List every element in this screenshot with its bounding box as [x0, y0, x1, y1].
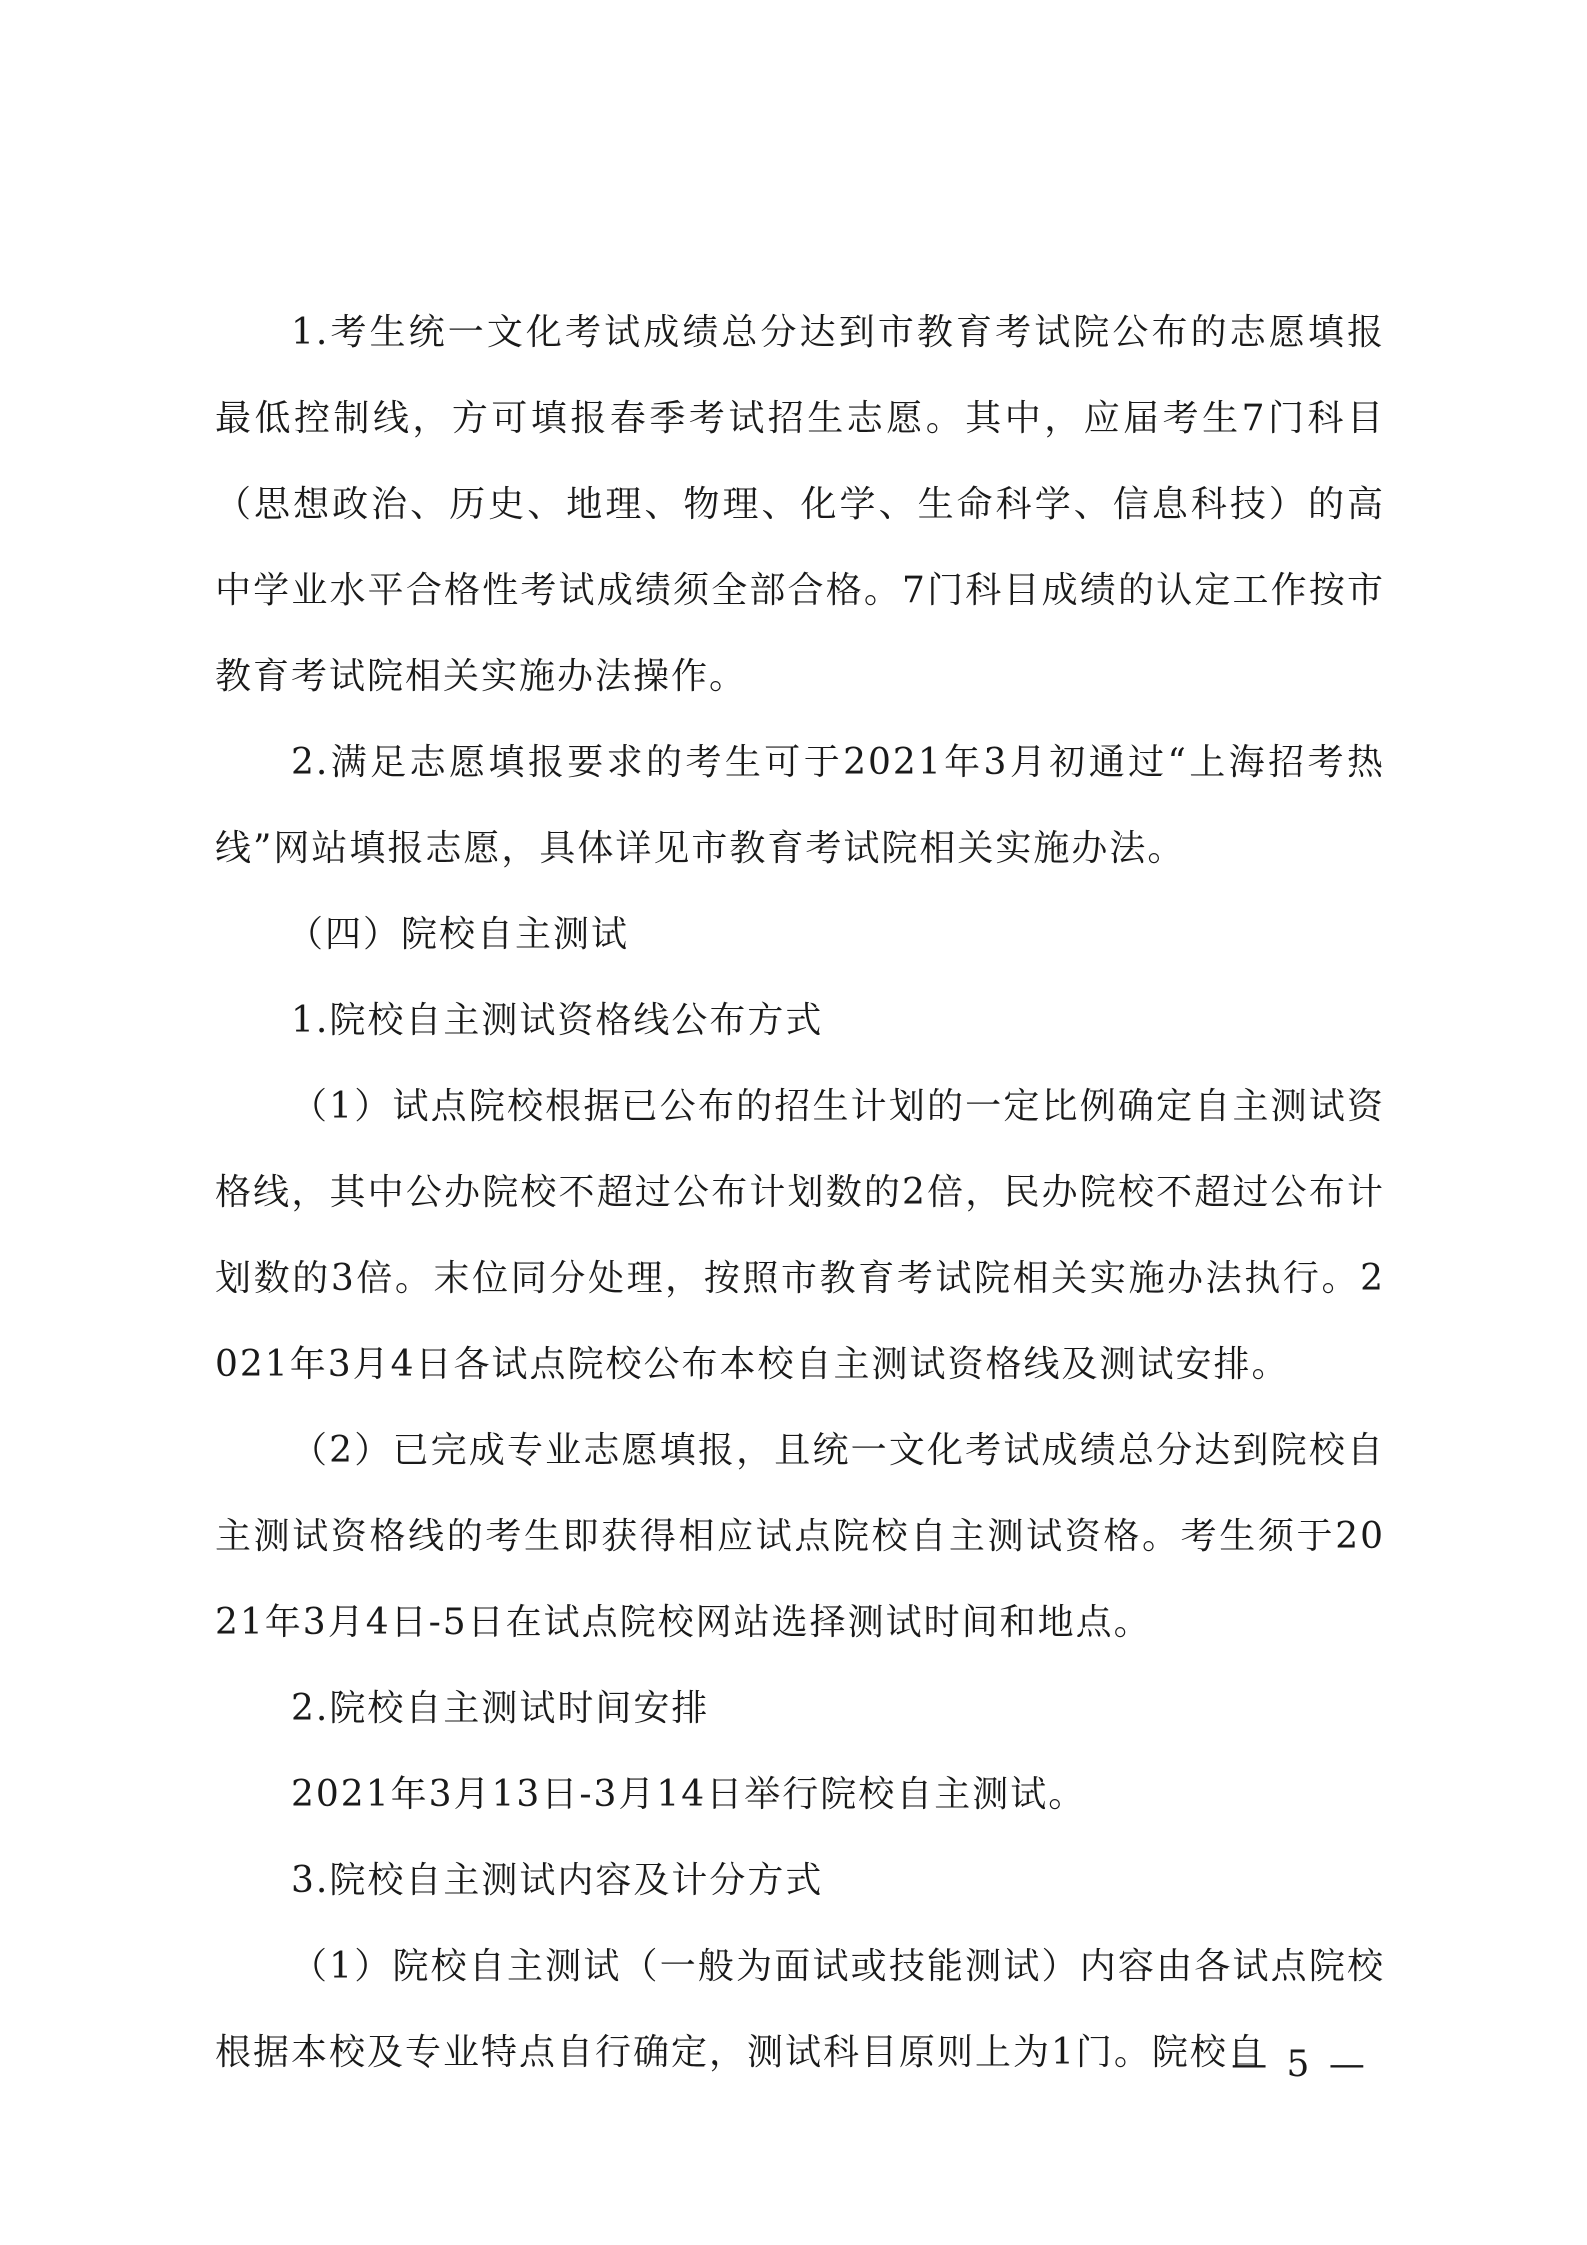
paragraph-qualification-line-rules: （1）试点院校根据已公布的招生计划的一定比例确定自主测试资格线，其中公办院校不超过公布计划数的2倍，民办院校不超过公布计划数的3倍。末位同分处理，按照市教育考试院相关实施办法执行。2021年3月4日各试点院校公布本校自主测试资格线及测试安排。 — [215, 1086, 1385, 1385]
paragraph-eligibility-requirements: 1.考生统一文化考试成绩总分达到市教育考试院公布的志愿填报最低控制线，方可填报春季考试招生志愿。其中，应届考生7门科目（思想政治、历史、地理、物理、化学、生命科学、信息科技）的高中学业水平合格性考试成绩须全部合格。7门科目成绩的认定工作按市教育考试院相关实施办法操作。 — [215, 312, 1385, 697]
paragraph-test-content: （1）院校自主测试（一般为面试或技能测试）内容由各试点院校根据本校及专业特点自行确定，测试科目原则上为1门。院校自 — [215, 1946, 1385, 2073]
subheading-test-schedule: 2.院校自主测试时间安排 — [291, 1688, 710, 1729]
paragraph-application-method: 2.满足志愿填报要求的考生可于2021年3月初通过“上海招考热线”网站填报志愿，具体详见市教育考试院相关实施办法。 — [215, 742, 1385, 869]
document-body — [215, 290, 1385, 2096]
subheading-qualification-line: 1.院校自主测试资格线公布方式 — [291, 1000, 824, 1041]
paragraph-test-eligibility: （2）已完成专业志愿填报，且统一文化考试成绩总分达到院校自主测试资格线的考生即获得相应试点院校自主测试资格。考生须于2021年3月4日-5日在试点院校网站选择测试时间和地点。 — [215, 1430, 1385, 1643]
section-heading-autonomous-testing: （四）院校自主测试 — [287, 914, 630, 955]
page-number: — 5 — — [1231, 2044, 1369, 2085]
subheading-test-content-scoring: 3.院校自主测试内容及计分方式 — [291, 1860, 824, 1901]
paragraph-test-dates: 2021年3月13日-3月14日举行院校自主测试。 — [291, 1774, 1087, 1815]
